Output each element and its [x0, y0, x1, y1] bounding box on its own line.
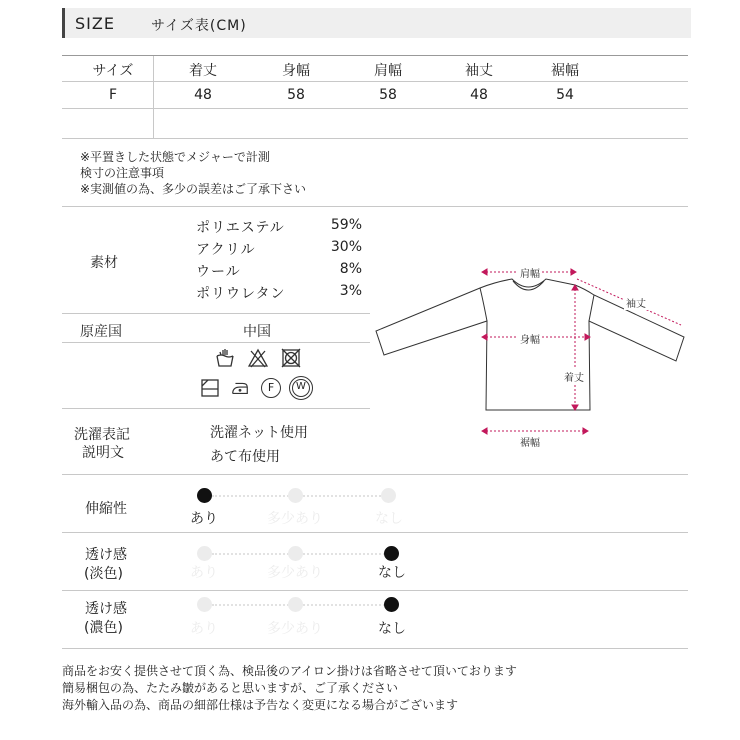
table-header-length: 着丈	[189, 63, 217, 79]
scale-dot	[288, 488, 303, 503]
note-line: ※実測値の為、多少の誤差はご了承下さい	[80, 182, 307, 196]
diagram-label-hem: 裾幅	[518, 434, 542, 449]
garment-diagram	[370, 255, 688, 455]
scale-dot	[288, 597, 303, 612]
scale-option: なし	[378, 621, 406, 637]
table-header-hem: 裾幅	[551, 63, 579, 79]
table-header-shoulder: 肩幅	[374, 63, 402, 79]
scale-option: なし	[375, 511, 403, 527]
table-header-chest: 身幅	[282, 63, 310, 79]
scale-option: あり	[190, 511, 218, 527]
origin-label: 原産国	[80, 324, 122, 340]
scale-option: あり	[190, 565, 218, 581]
scale-option: 多少あり	[267, 621, 323, 637]
table-cell-shoulder: 58	[379, 87, 397, 103]
material-name: ウール	[196, 264, 241, 280]
table-cell-size: F	[108, 87, 118, 103]
no-tumble-dry-icon	[281, 348, 301, 368]
scale-dot	[288, 546, 303, 561]
material-pct: 8%	[339, 261, 362, 277]
section-rule	[62, 648, 688, 649]
section-rule	[62, 206, 688, 207]
scale-option: なし	[378, 565, 406, 581]
material-name: ポリウレタン	[196, 286, 286, 302]
material-name: アクリル	[196, 242, 256, 258]
wet-clean-inner-ring	[292, 379, 310, 397]
material-pct: 30%	[330, 239, 362, 255]
line-dry-shade-icon	[200, 378, 220, 398]
dry-clean-letter: F	[267, 381, 275, 394]
material-pct: 59%	[330, 217, 362, 233]
diagram-label-shoulder: 肩幅	[518, 265, 542, 280]
scale-option: 多少あり	[267, 511, 323, 527]
note-line: 検寸の注意事項	[80, 166, 165, 180]
attribute-label-sub: (濃色)	[84, 620, 123, 636]
table-cell-sleeve: 48	[470, 87, 488, 103]
table-cell-chest: 58	[287, 87, 305, 103]
diagram-label-sleeve: 袖丈	[624, 295, 648, 310]
footer-line: 商品をお安く提供させて頂く為、検品後のアイロン掛けは省略させて頂いております	[62, 664, 517, 678]
wet-clean-w-icon	[289, 376, 313, 400]
diagram-label-length: 着丈	[562, 369, 586, 384]
attribute-label: 透け感	[85, 601, 127, 617]
scale-dot	[381, 488, 396, 503]
table-col-divider	[153, 56, 154, 138]
table-cell-hem: 54	[556, 87, 574, 103]
scale-dot	[384, 546, 399, 561]
size-heading: SIZE	[75, 14, 115, 33]
attribute-row-sheer-light	[0, 532, 740, 590]
table-header-rule	[62, 81, 688, 82]
footer-line: 簡易梱包の為、たたみ皺があると思いますが、ご了承ください	[62, 681, 399, 695]
material-name: ポリエステル	[196, 220, 285, 236]
wet-clean-letter: W	[296, 381, 306, 392]
scale-option: あり	[190, 621, 218, 637]
scale-dot	[197, 488, 212, 503]
scale-option: 多少あり	[267, 565, 323, 581]
table-header-sleeve: 袖丈	[465, 63, 493, 79]
attribute-label: 透け感	[85, 547, 127, 563]
section-rule	[62, 408, 370, 409]
wash-label-sub: 説明文	[82, 445, 124, 461]
attribute-label-sub: (淡色)	[84, 566, 123, 582]
dry-clean-f-icon	[261, 378, 281, 398]
iron-low-icon	[230, 378, 250, 398]
table-bottom-rule	[62, 138, 688, 139]
table-header-size: サイズ	[92, 63, 134, 79]
table-row-rule	[62, 108, 688, 109]
scale-dot	[197, 597, 212, 612]
section-rule	[62, 313, 370, 314]
scale-dot	[197, 546, 212, 561]
no-bleach-icon	[248, 348, 268, 368]
attribute-row-stretch	[0, 474, 740, 532]
header-bar	[62, 8, 691, 38]
footer-line: 海外輸入品の為、商品の細部仕様は予告なく変更になる場合がございます	[62, 698, 459, 712]
section-rule	[62, 342, 370, 343]
attribute-row-sheer-dark	[0, 590, 740, 648]
origin-value: 中国	[243, 324, 271, 340]
attribute-label: 伸縮性	[85, 501, 127, 517]
table-cell-length: 48	[194, 87, 212, 103]
wash-note: 洗濯ネット使用	[210, 425, 308, 441]
material-label: 素材	[90, 255, 118, 271]
wash-note: あて布使用	[210, 449, 280, 465]
note-line: ※平置きした状態でメジャーで計測	[80, 150, 270, 164]
scale-dot	[384, 597, 399, 612]
wash-label: 洗濯表記	[74, 427, 130, 443]
hand-wash-icon	[215, 348, 235, 368]
size-table-title: サイズ表(CM)	[151, 18, 247, 34]
diagram-label-chest: 身幅	[518, 331, 542, 346]
material-pct: 3%	[339, 283, 362, 299]
table-top-rule	[62, 55, 688, 56]
